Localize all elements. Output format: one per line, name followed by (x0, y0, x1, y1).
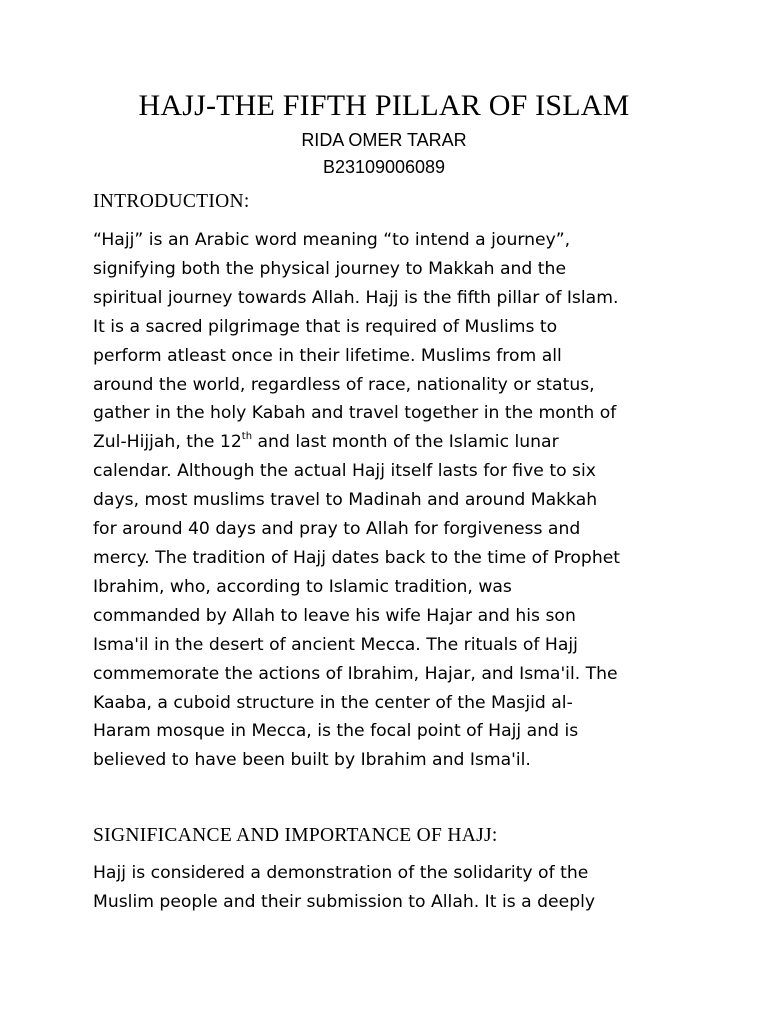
paragraph-line: signifying both the physical journey to Makkah and the (93, 258, 567, 279)
paragraph-line: around the world, regardless of race, nationality or status, (93, 374, 595, 395)
section-heading-significance: SIGNIFICANCE AND IMPORTANCE OF HAJJ: (93, 825, 498, 846)
paragraph-line: days, most muslims travel to Madinah and around Makkah (93, 490, 598, 511)
paragraph-line: spiritual journey towards Allah. Hajj is the fifth pillar of Islam. (93, 287, 619, 308)
significance-paragraph (93, 859, 693, 917)
paragraph-line: for around 40 days and pray to Allah for forgiveness and (93, 519, 581, 540)
paragraph-line: commanded by Allah to leave his wife Hajar and his son (93, 605, 576, 626)
paragraph-line (93, 428, 693, 457)
paragraph-line: perform atleast once in their lifetime. Muslims from all (93, 345, 562, 366)
paragraph-line: commemorate the actions of Ibrahim, Hajar, and Isma'il. The (93, 663, 618, 684)
introduction-paragraph (93, 226, 693, 775)
roll-number: B23109006089 (322, 157, 446, 177)
paragraph-line: calendar. Although the actual Hajj itself lasts for five to six (93, 461, 596, 482)
document-title: HAJJ-THE FIFTH PILLAR OF ISLAM (138, 89, 630, 122)
paragraph-line: mercy. The tradition of Hajj dates back to the time of Prophet (93, 547, 621, 568)
paragraph-line: It is a sacred pilgrimage that is required of Muslims to (93, 316, 558, 337)
line-text-before: Zul-Hijjah, the 12 (93, 432, 242, 453)
paragraph-line: Hajj is considered a demonstration of the solidarity of the (93, 863, 589, 883)
author-name: RIDA OMER TARAR (301, 130, 467, 150)
line-text-after: and last month of the Islamic lunar (252, 432, 559, 453)
paragraph-line: believed to have been built by Ibrahim and Isma'il. (93, 750, 531, 771)
paragraph-line: Ibrahim, who, according to Islamic tradition, was (93, 576, 512, 597)
paragraph-line: Muslim people and their submission to Allah. It is a deeply (93, 891, 596, 912)
paragraph-line: “Hajj” is an Arabic word meaning “to intend a journey”, (93, 230, 571, 250)
paragraph-line: Kaaba, a cuboid structure in the center of the Masjid al- (93, 692, 573, 713)
ordinal-superscript: th (241, 431, 253, 443)
paragraph-line: Haram mosque in Mecca, is the focal point of Hajj and is (93, 721, 579, 742)
section-heading-introduction: INTRODUCTION: (93, 191, 250, 212)
paragraph-line: gather in the holy Kabah and travel together in the month of (93, 403, 617, 424)
paragraph-line: Isma'il in the desert of ancient Mecca. The rituals of Hajj (93, 634, 578, 655)
